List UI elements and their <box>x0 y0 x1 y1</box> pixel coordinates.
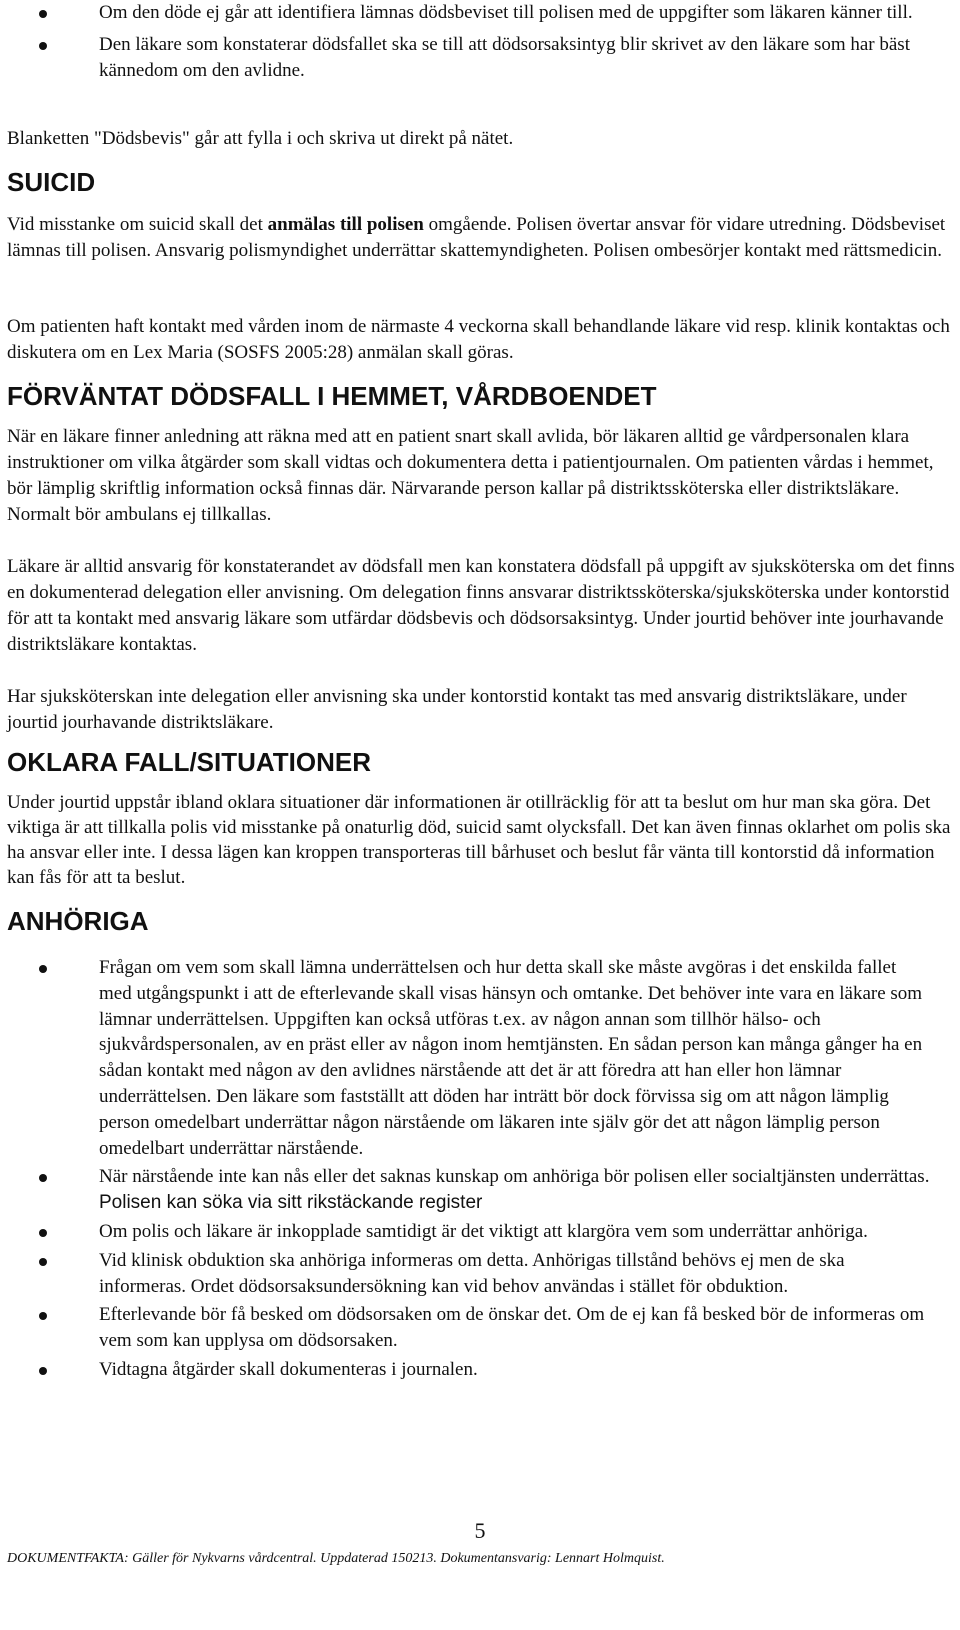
heading-anhoriga: ANHÖRIGA <box>7 906 149 936</box>
list-item: Efterlevande bör få besked om dödsorsaken om de önskar det. Om de ej kan få besked bör de informeras om vem som kan upplysa om dödsorsaken. <box>0 1302 960 1354</box>
list-item-text: När närstående inte kan nås eller det saknas kunskap om anhöriga bör polisen eller socialtjänsten underrättas. <box>99 1166 930 1188</box>
bullet-list-top <box>0 0 960 90</box>
heading-forvantat-dodsfall: FÖRVÄNTAT DÖDSFALL I HEMMET, VÅRDBOENDET <box>7 381 657 411</box>
suicid-text-post: omgående. Polisen övertar ansvar för vidare utredning. Dödsbeviset lämnas till polisen. Ansvarig polismyndighet underrättar skattemyndigheten. Polisen ombesörjer kontakt med rättsmedicin. <box>7 214 946 261</box>
list-item: Frågan om vem som skall lämna underrättelsen och hur detta skall ske måste avgöras i det enskilda fallet med utgångspunkt i att de efterlevande skall visas hänsyn och omtanke. Det behöver inte vara en läkare som lämnar underrättelsen. Uppgiften kan också utföras t.ex. av någon annan som tillhör hälso- och sjukvårdspersonalen, av en präst eller av någon inom hemtjänsten. En sådan person kan många gånger ha en sådan kontakt med någon av den avlidnes närstående att det är att föredra att han eller hon lämnar underrättelsen. Den läkare som fastställt att döden har inträtt bör dock förvissa sig om att någon lämplig person omedelbart underrättar någon närstående om läkaren inte själv gör det att någon lämplig person omedelbart underrättar närstående. <box>0 955 960 1161</box>
suicid-paragraph-1 <box>7 212 957 264</box>
suicid-text-pre: Vid misstanke om suicid skall det <box>7 214 268 235</box>
suicid-paragraph-2: Om patienten haft kontakt med vården inom de närmaste 4 veckorna skall behandlande läkare vid resp. klinik kontaktas och diskutera om en Lex Maria (SOSFS 2005:28) anmälan skall göras. <box>7 316 950 363</box>
list-item: Om den döde ej går att identifiera lämnas dödsbeviset till polisen med de uppgifter som läkaren känner till. <box>0 0 960 26</box>
list-item: Vidtagna åtgärder skall dokumenteras i journalen. <box>0 1357 960 1383</box>
bullet-list-anhoriga <box>0 955 960 1386</box>
page-number: 5 <box>474 1518 486 1543</box>
forvantat-paragraph-2: Läkare är alltid ansvarig för konstaterandet av dödsfall men kan konstatera dödsfall på uppgift av sjuksköterska om det finns en dokumenterad delegation eller anvisning. Om delegation finns ansvarar distriktssköterska/sjuksköterska under kontorstid för att ta kontakt med ansvarig läkare som utfärdar dödsbevis och dödsorsaksintyg. Under jourtid behöver inte jourhavande distriktsläkare kontaktas. <box>7 556 955 655</box>
suicid-text-bold: anmälas till polisen <box>267 214 424 235</box>
forvantat-paragraph-1: När en läkare finner anledning att räkna med att en patient snart skall avlida, bör läkaren alltid ge vårdpersonalen klara instruktioner om vilka åtgärder som skall vidtas och dokumentera detta i patientjournalen. Om patienten vårdas i hemmet, bör lämplig skriftlig information också finnas där. Närvarande person kallar på distriktssköterska eller distriktsläkare. Normalt bör ambulans ej tillkallas. <box>7 426 934 525</box>
list-item: Den läkare som konstaterar dödsfallet ska se till att dödsorsaksintyg blir skrivet av den läkare som har bäst kännedom om den avlidne. <box>0 32 960 84</box>
list-item-text-sans: Polisen kan söka via sitt rikstäckande register <box>99 1192 483 1214</box>
oklara-paragraph: Under jourtid uppstår ibland oklara situationer där informationen är otillräcklig för att ta beslut om hur man ska göra. Det viktiga är att tillkalla polis vid misstanke på onaturlig död, suicid samt olycksfall. Det kan även finnas oklarhet om polis ska ha ansvar eller inte. I dessa lägen kan kroppen transporteras till bårhuset och beslut får vänta till kontorstid då information kan fås för att ta beslut. <box>7 792 951 888</box>
list-item <box>0 1164 960 1216</box>
document-footer: DOKUMENTFAKTA: Gäller för Nykvarns vårdcentral. Uppdaterad 150213. Dokumentansvarig: Lennart Holmquist. <box>7 1551 665 1566</box>
heading-suicid: SUICID <box>7 167 96 197</box>
list-item: Om polis och läkare är inkopplade samtidigt är det viktigt att klargöra vem som underrättar anhöriga. <box>0 1219 960 1245</box>
heading-oklara-fall: OKLARA FALL/SITUATIONER <box>7 747 371 777</box>
blanketten-paragraph: Blanketten "Dödsbevis" går att fylla i och skriva ut direkt på nätet. <box>7 128 514 149</box>
list-item: Vid klinisk obduktion ska anhöriga informeras om detta. Anhörigas tillstånd behövs ej men de ska informeras. Ordet dödsorsaksundersökning kan vid behov användas i stället för obduktion. <box>0 1248 960 1300</box>
forvantat-paragraph-3: Har sjuksköterskan inte delegation eller anvisning ska under kontorstid kontakt tas med ansvarig distriktsläkare, under jourtid jourhavande distriktsläkare. <box>7 686 907 733</box>
